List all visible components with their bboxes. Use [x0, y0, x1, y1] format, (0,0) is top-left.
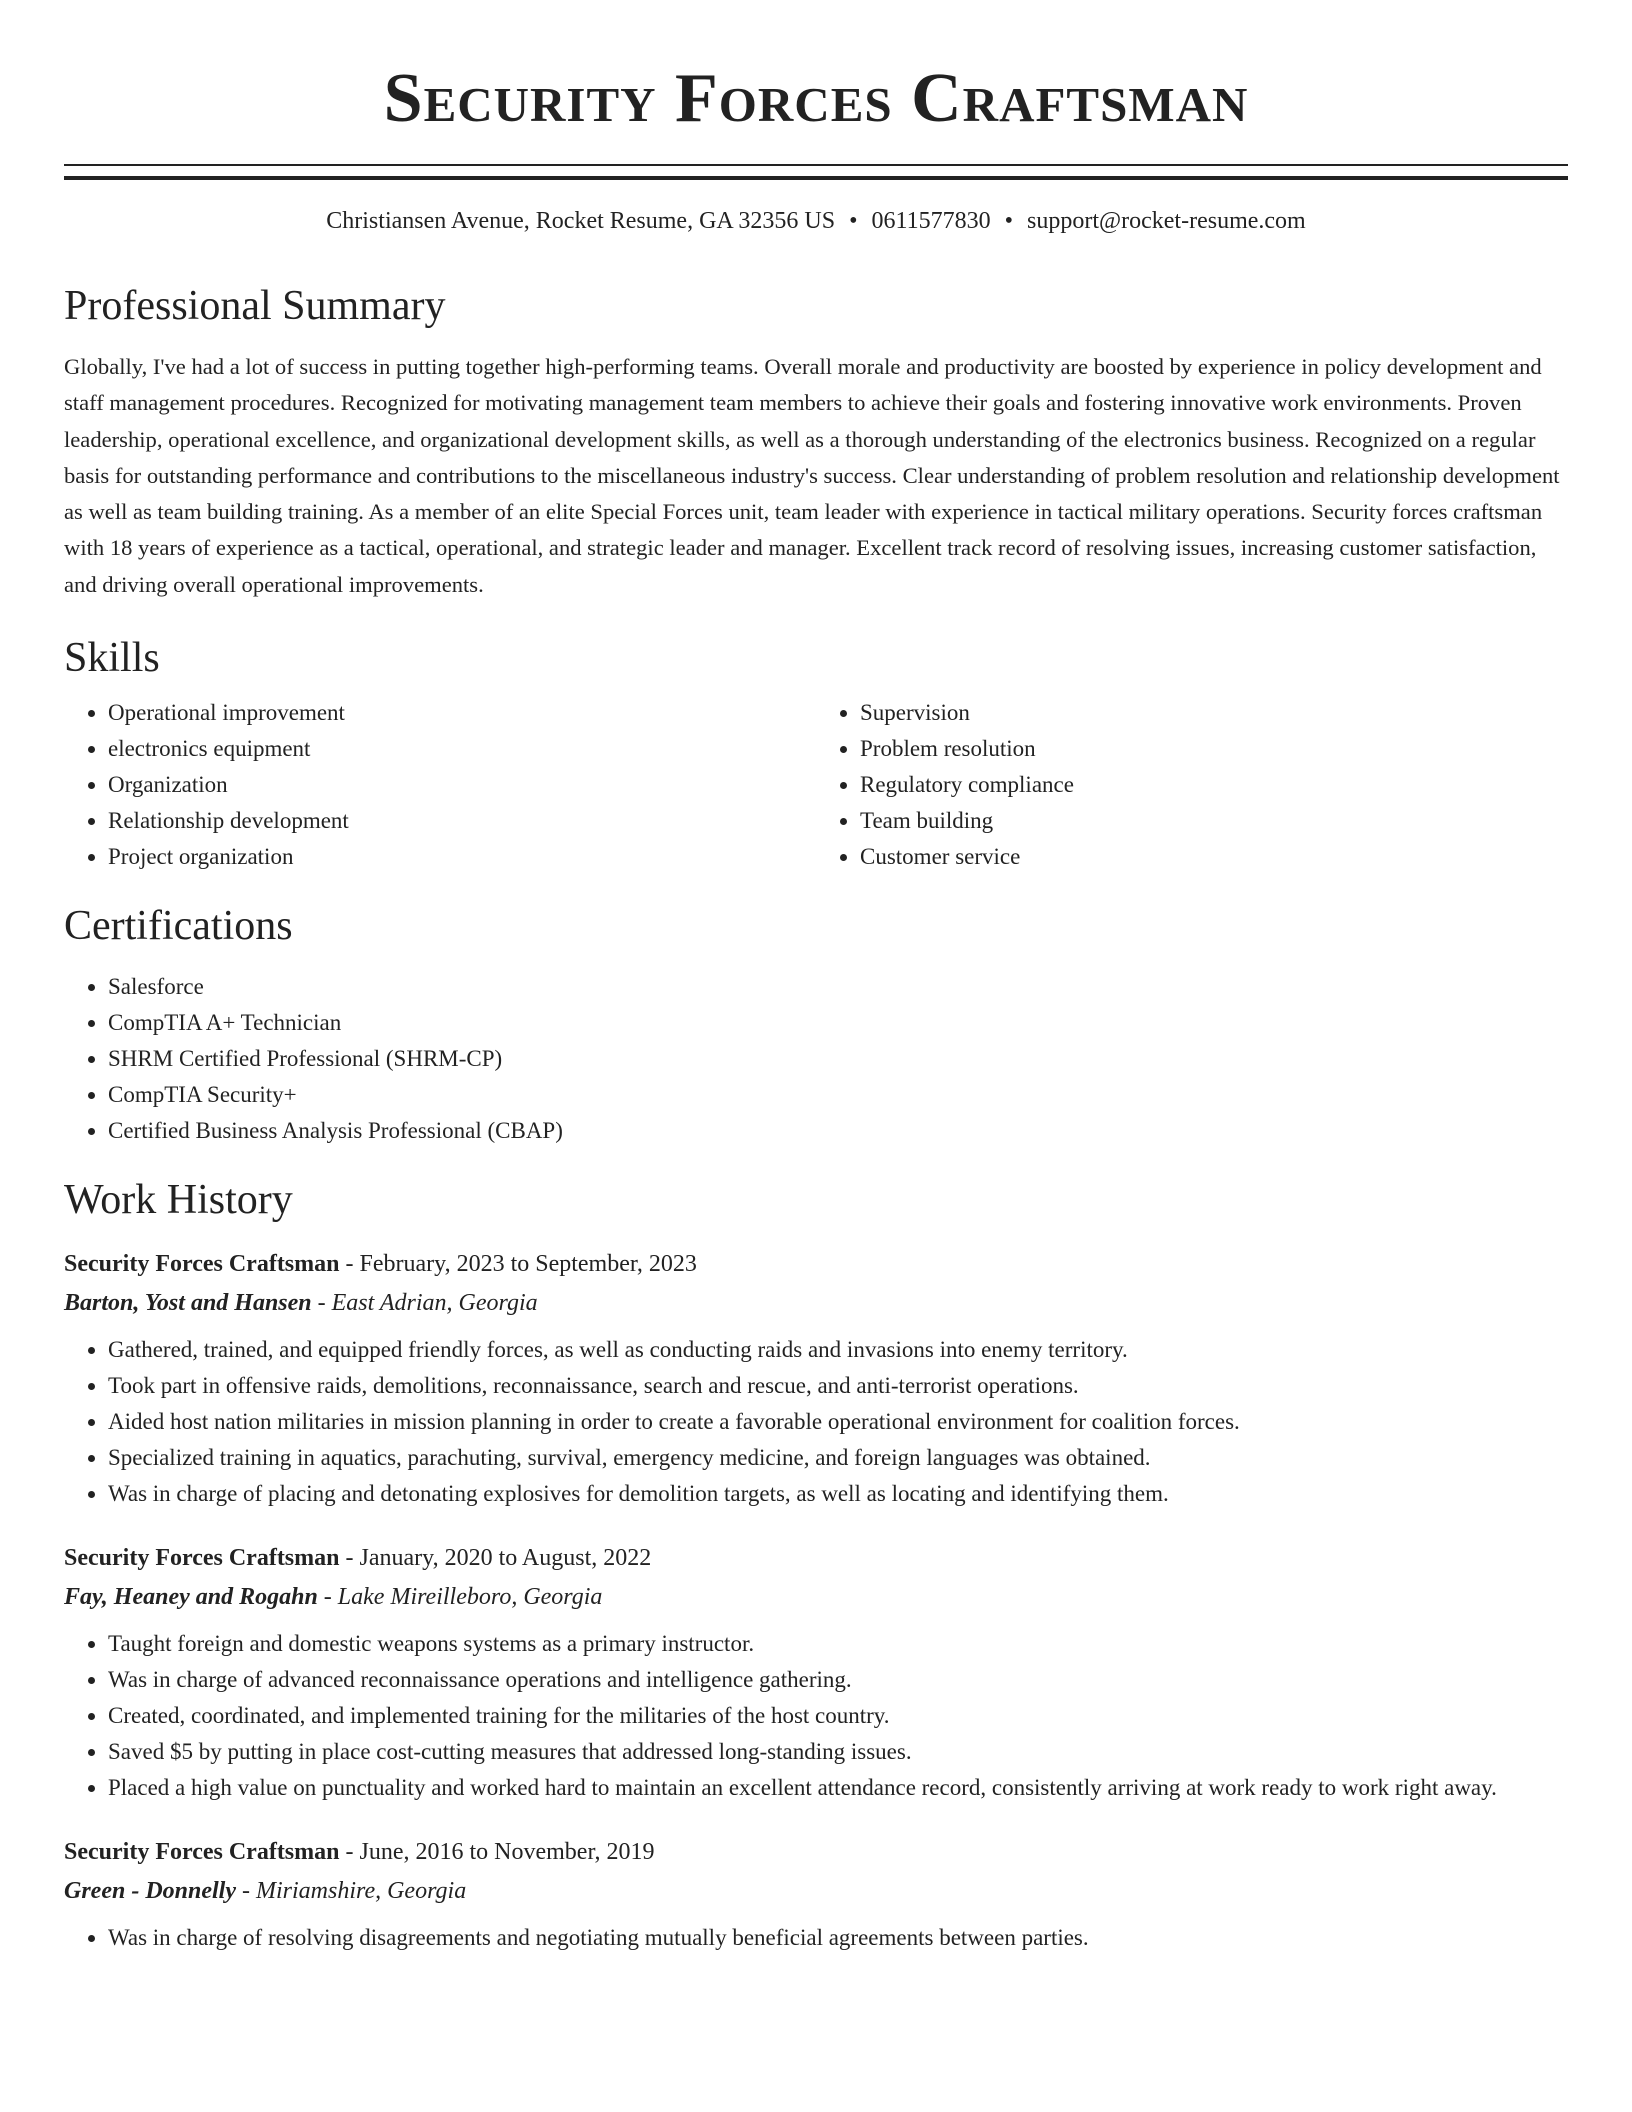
skill-item: • Regulatory compliance	[860, 767, 1568, 803]
contact-email: support@rocket-resume.com	[1027, 208, 1306, 234]
summary-text: Globally, I've had a lot of success in putting together high-performing teams. Overall morale and productivity are boosted by experience in policy development and staff management procedures. Recognized for motivating management team members to achieve their goals and fostering innovative work environments. Proven leadership, operational excellence, and organizational development skills, as well as a thorough understanding of the electronics business. Recognized on a regular basis for outstanding performance and contributions to the miscellaneous industry's success. Clear understanding of problem resolution and relationship development as well as team building training. As a member of an elite Special Forces unit, team leader with experience in tactical military operations. Security forces craftsman with 18 years of experience as a tactical, operational, and strategic leader and manager. Excellent track record of resolving issues, increasing customer satisfaction, and driving overall operational improvements.	[64, 353, 1560, 597]
certifications-list	[64, 969, 1568, 1149]
job-location: Lake Mireilleboro, Georgia	[337, 1583, 603, 1610]
job-entry	[64, 1832, 1568, 1956]
summary-heading: Professional Summary	[64, 282, 446, 329]
skill-item: • Problem resolution	[860, 731, 1568, 767]
job-role: Security Forces Craftsman	[64, 1544, 340, 1571]
job-location: East Adrian, Georgia	[331, 1289, 538, 1316]
job-company-line: Fay, Heaney and Rogahn - Lake Mireilleboro, Georgia	[64, 1583, 603, 1610]
skills-list-left	[64, 695, 816, 875]
certification-item: • Salesforce	[108, 969, 1568, 1005]
job-dates: February, 2023 to September, 2023	[359, 1250, 697, 1277]
job-bullet: • Was in charge of advanced reconnaissance operations and intelligence gathering.	[108, 1662, 1568, 1698]
contact-separator: •	[849, 208, 858, 234]
resume-name: Security Forces Craftsman	[383, 60, 1249, 137]
job-bullet: • Taught foreign and domestic weapons systems as a primary instructor.	[108, 1626, 1568, 1662]
job-bullet: • Created, coordinated, and implemented training for the militaries of the host country.	[108, 1698, 1568, 1734]
job-header: Security Forces Craftsman - February, 2023 to September, 2023	[64, 1250, 697, 1277]
job-bullet: • Was in charge of placing and detonating explosives for demolition targets, as well as locating and identifying them.	[108, 1476, 1568, 1512]
job-entry	[64, 1244, 1568, 1512]
skills-heading: Skills	[64, 635, 160, 682]
job-company: Green - Donnelly	[64, 1877, 236, 1904]
job-role: Security Forces Craftsman	[64, 1838, 340, 1865]
job-bullets	[64, 1920, 1568, 1956]
job-bullet: • Was in charge of resolving disagreements and negotiating mutually beneficial agreements between parties.	[108, 1920, 1568, 1956]
skill-item: • Project organization	[108, 839, 816, 875]
certifications-heading: Certifications	[64, 903, 293, 950]
job-role: Security Forces Craftsman	[64, 1250, 340, 1277]
work-history-heading: Work History	[64, 1177, 293, 1224]
certification-item: • Certified Business Analysis Professional (CBAP)	[108, 1113, 1568, 1149]
job-location: Miriamshire, Georgia	[255, 1877, 467, 1904]
contact-address: Christiansen Avenue, Rocket Resume, GA 32356 US	[326, 208, 836, 234]
job-bullet: • Gathered, trained, and equipped friendly forces, as well as conducting raids and invasions into enemy territory.	[108, 1332, 1568, 1368]
skill-item: • Relationship development	[108, 803, 816, 839]
certification-item: • CompTIA Security+	[108, 1077, 1568, 1113]
header-divider	[64, 164, 1568, 180]
job-header: Security Forces Craftsman - January, 2020 to August, 2022	[64, 1544, 652, 1571]
skill-item: • Supervision	[860, 695, 1568, 731]
job-bullets	[64, 1626, 1568, 1806]
skill-item: • Customer service	[860, 839, 1568, 875]
contact-separator: •	[1004, 208, 1014, 234]
skills-grid	[64, 695, 1568, 875]
contact-phone: 0611577830	[871, 208, 991, 234]
job-bullet: • Aided host nation militaries in mission planning in order to create a favorable operational environment for coalition forces.	[108, 1404, 1568, 1440]
job-bullet: • Saved $5 by putting in place cost-cutting measures that addressed long-standing issues.	[108, 1734, 1568, 1770]
job-company-line: Barton, Yost and Hansen - East Adrian, Georgia	[64, 1289, 538, 1316]
certification-item: • SHRM Certified Professional (SHRM-CP)	[108, 1041, 1568, 1077]
job-bullets	[64, 1332, 1568, 1512]
certification-item: • CompTIA A+ Technician	[108, 1005, 1568, 1041]
skill-item: • Organization	[108, 767, 816, 803]
job-dates: January, 2020 to August, 2022	[359, 1544, 652, 1571]
job-company: Fay, Heaney and Rogahn	[64, 1583, 318, 1610]
job-header: Security Forces Craftsman - June, 2016 to November, 2019	[64, 1838, 655, 1865]
job-bullet: • Placed a high value on punctuality and worked hard to maintain an excellent attendance record, consistently arriving at work ready to work right away.	[108, 1770, 1568, 1806]
job-company: Barton, Yost and Hansen	[64, 1289, 312, 1316]
job-company-line: Green - Donnelly - Miriamshire, Georgia	[64, 1877, 467, 1904]
skills-list-right	[816, 695, 1568, 875]
skill-item: • Team building	[860, 803, 1568, 839]
job-bullet: • Took part in offensive raids, demolitions, reconnaissance, search and rescue, and anti-terrorist operations.	[108, 1368, 1568, 1404]
job-bullet: • Specialized training in aquatics, parachuting, survival, emergency medicine, and foreign languages was obtained.	[108, 1440, 1568, 1476]
skill-item: • electronics equipment	[108, 731, 816, 767]
contact-line	[64, 207, 1568, 236]
job-entry	[64, 1538, 1568, 1806]
skill-item: • Operational improvement	[108, 695, 816, 731]
job-dates: June, 2016 to November, 2019	[359, 1838, 655, 1865]
